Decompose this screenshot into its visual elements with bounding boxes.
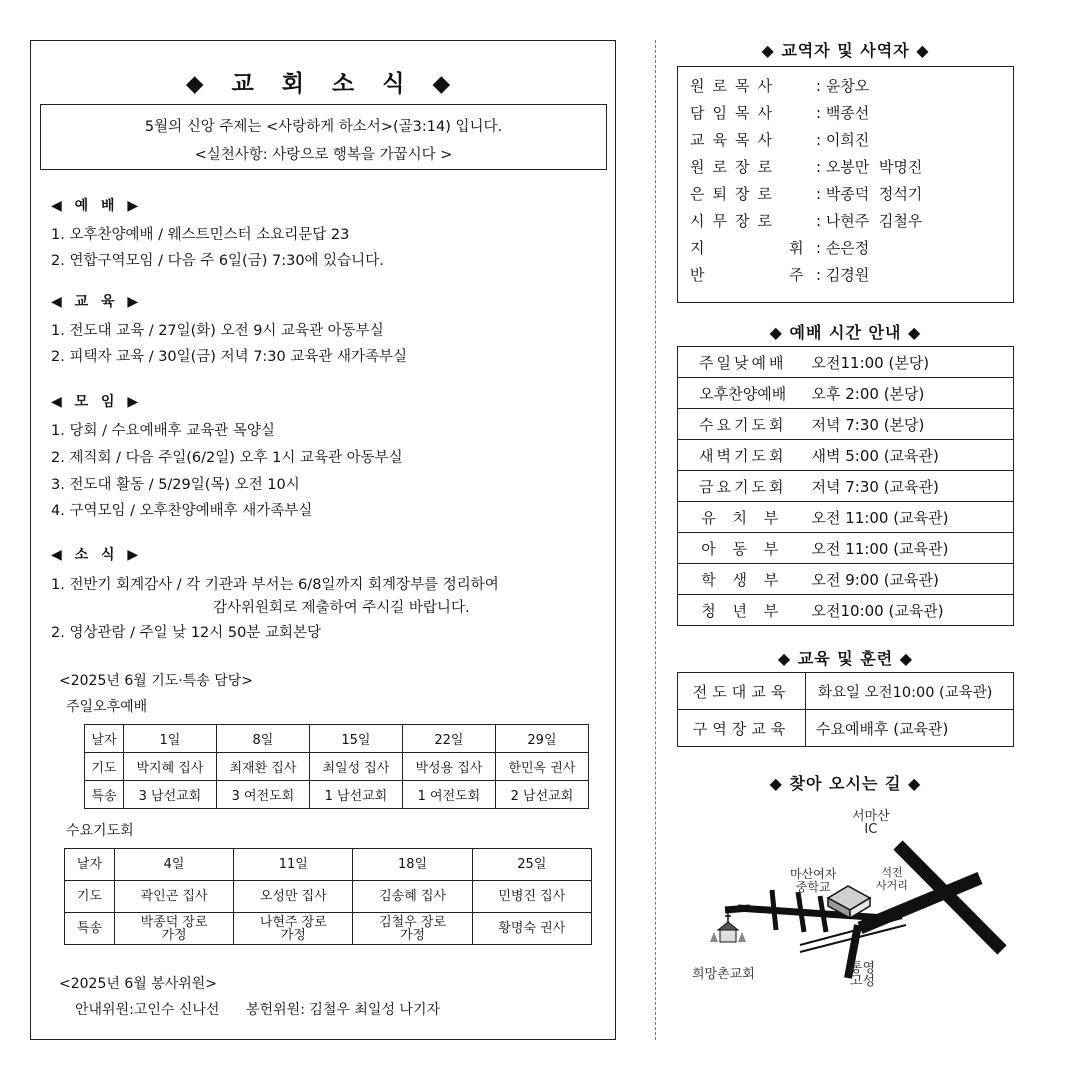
sunday-schedule-table: [84, 724, 589, 809]
table-row: [678, 564, 1014, 595]
service-times-table: [677, 346, 1014, 626]
service-time: 새벽 5:00 (교육관): [808, 440, 1014, 471]
service-name: 아 동 부: [678, 533, 808, 564]
local-road: [725, 908, 750, 910]
staff-role: 원로목사: [690, 77, 780, 95]
table-cell: 최재환 집사: [216, 753, 309, 781]
map-label-line: 중학교: [795, 880, 831, 894]
education-item: 1. 전도대 교육 / 27일(화) 오전 9시 교육관 아동부실: [51, 323, 384, 339]
service-name: 청 년 부: [678, 595, 808, 626]
table-cell: 4일: [114, 849, 233, 881]
news-heading: ◀ 소 식 ▶: [51, 547, 143, 563]
staff-row: [690, 75, 1013, 102]
staff-row: [690, 264, 1013, 291]
staff-name: : 나현주 김철우: [816, 212, 923, 230]
education-item: 2. 피택자 교육 / 30일(금) 저녁 7:30 교육관 새가족부실: [51, 349, 408, 365]
news-item-continued: 감사위원회로 제출하여 주시길 바랍니다.: [213, 600, 470, 616]
meeting-item: 1. 당회 / 수요예배후 교육관 목양실: [51, 423, 275, 439]
table-row: [65, 849, 592, 881]
theme-line-2: <실천사항: 사랑으로 행복을 가꿉시다 >: [194, 147, 453, 163]
map-label-school: [790, 868, 836, 894]
table-cell: 날자: [85, 725, 124, 753]
service-name: 유 치 부: [678, 502, 808, 533]
table-cell: [114, 913, 233, 945]
table-cell: 박성용 집사: [402, 753, 495, 781]
service-time: 오후 2:00 (본당): [808, 378, 1014, 409]
table-cell: 기도: [65, 881, 115, 913]
staff-name: : 오봉만 박명진: [816, 158, 923, 176]
table-cell: 3 남선교회: [123, 781, 216, 809]
staff-name: : 이희진: [816, 131, 870, 149]
staff-row: [690, 156, 1013, 183]
staff-name: : 손은정: [816, 239, 870, 257]
service-name: 학 생 부: [678, 564, 808, 595]
map-label-line: 통영: [850, 961, 876, 976]
training-time: 수요예배후 (교육관): [806, 710, 1014, 747]
education-training-table: [677, 672, 1014, 747]
table-row: [65, 881, 592, 913]
service-time: 오전 11:00 (교육관): [808, 502, 1014, 533]
training-time: 화요일 오전10:00 (교육관): [806, 673, 1014, 710]
staff-role: 시무장로: [690, 212, 780, 230]
road-tick: [820, 896, 826, 932]
table-row: [678, 533, 1014, 564]
cell-line: 나현주 장로: [259, 914, 327, 930]
table-row: [678, 409, 1014, 440]
cell-line: 가정: [280, 927, 306, 943]
map-label-line: 서마산: [852, 809, 890, 824]
table-cell: [353, 913, 472, 945]
service-time: 오전11:00 (본당): [808, 347, 1014, 378]
church-news-panel: [30, 40, 616, 1040]
meeting-item: 3. 전도대 활동 / 5/29일(목) 오전 10시: [51, 477, 300, 493]
table-cell: 11일: [234, 849, 353, 881]
table-row: [678, 440, 1014, 471]
table-row: [678, 347, 1014, 378]
theme-line-1: 5월의 신앙 주제는 <사랑하게 하소서>(골3:14) 입니다.: [144, 119, 503, 135]
table-cell: 곽인곤 집사: [114, 881, 233, 913]
service-time: 저녁 7:30 (본당): [808, 409, 1014, 440]
sunday-service-caption: 주일오후예배: [66, 699, 148, 715]
table-row: [678, 595, 1014, 626]
table-row: [678, 673, 1014, 710]
map-label-church: 희망촌교회: [692, 967, 755, 982]
table-row: [85, 725, 589, 753]
directions-title: ◆ 찾아 오시는 길 ◆: [769, 774, 922, 793]
staff-role: 반 주: [690, 266, 812, 284]
table-row: [85, 781, 589, 809]
staff-role: 담임목사: [690, 104, 780, 122]
table-cell: 박지혜 집사: [123, 753, 216, 781]
table-cell: 25일: [472, 849, 591, 881]
table-cell: 1 남선교회: [309, 781, 402, 809]
table-cell: 2 남선교회: [495, 781, 588, 809]
news-title: ◆ 교 회 소 식 ◆: [185, 71, 461, 97]
map-label-line: 고성: [850, 974, 876, 989]
table-cell: 8일: [216, 725, 309, 753]
education-training-title: ◆ 교육 및 훈련 ◆: [777, 649, 914, 668]
staff-role: 지 휘: [690, 239, 812, 257]
education-heading: ◀ 교 육 ▶: [51, 294, 143, 310]
service-name: 수요기도회: [678, 409, 808, 440]
staff-row: [690, 237, 1013, 264]
road-tick: [772, 890, 776, 930]
table-cell: 1 여전도회: [402, 781, 495, 809]
table-cell: 기도: [85, 753, 124, 781]
table-cell: 29일: [495, 725, 588, 753]
service-name: 주일낮예배: [678, 347, 808, 378]
service-name: 금요기도회: [678, 471, 808, 502]
training-name: 구역장교육: [678, 710, 806, 747]
meeting-item: 4. 구역모임 / 오후찬양예배후 새가족부실: [51, 503, 313, 519]
service-name: 새벽기도회: [678, 440, 808, 471]
table-cell: [234, 913, 353, 945]
column-divider: [655, 40, 656, 1040]
map-label-ic: [852, 810, 890, 836]
table-row: [678, 502, 1014, 533]
monthly-theme-box: [40, 104, 607, 170]
staff-row: [690, 102, 1013, 129]
meetings-heading: ◀ 모 임 ▶: [51, 394, 143, 410]
table-cell: 특송: [65, 913, 115, 945]
cell-line: 김철우 장로: [379, 914, 447, 930]
table-cell: [472, 913, 591, 945]
cell-line: 황명숙 권사: [498, 921, 566, 936]
news-item: 1. 전반기 회계감사 / 각 기관과 부서는 6/8일까지 회계장부를 정리하여: [51, 577, 499, 593]
table-row: [85, 753, 589, 781]
service-name: 오후찬양예배: [678, 378, 808, 409]
worship-heading: ◀ 예 배 ▶: [51, 198, 143, 214]
map-label-line: 석전: [881, 866, 903, 879]
staff-name: : 김경원: [816, 266, 870, 284]
staff-box: [677, 66, 1014, 303]
table-cell: 22일: [402, 725, 495, 753]
table-cell: 3 여전도회: [216, 781, 309, 809]
table-row: [678, 471, 1014, 502]
cell-line: 가정: [161, 927, 187, 943]
table-row: [678, 378, 1014, 409]
staff-name: : 윤창오: [816, 77, 870, 95]
table-cell: 15일: [309, 725, 402, 753]
table-cell: 민병진 집사: [472, 881, 591, 913]
meeting-item: 2. 제직회 / 다음 주일(6/2일) 오후 1시 교육관 아동부실: [51, 450, 403, 466]
wednesday-caption: 수요기도회: [66, 823, 134, 839]
service-time: 오전10:00 (교육관): [808, 595, 1014, 626]
news-item: 2. 영상관람 / 주일 낮 12시 50분 교회본당: [51, 625, 321, 641]
map-label-line: 마산여자: [790, 867, 837, 881]
table-row: [678, 710, 1014, 747]
map-label-south: [850, 962, 875, 988]
volunteer-line: 안내위원:고인수 신나선 봉헌위원: 김철우 최일성 나기자: [75, 1002, 440, 1018]
staff-role: 은퇴장로: [690, 185, 780, 203]
service-time: 오전 9:00 (교육관): [808, 564, 1014, 595]
staff-role: 교육목사: [690, 131, 780, 149]
table-cell: 1일: [123, 725, 216, 753]
staff-row: [690, 129, 1013, 156]
map-label-line: IC: [864, 822, 878, 837]
table-cell: 날자: [65, 849, 115, 881]
map-label-crossroad: [876, 866, 908, 892]
map-label-line: 사거리: [876, 879, 908, 892]
table-cell: 김송혜 집사: [353, 881, 472, 913]
service-time: 오전 11:00 (교육관): [808, 533, 1014, 564]
worship-item: 1. 오후찬양예배 / 웨스트민스터 소요리문답 23: [51, 227, 350, 243]
staff-row: [690, 210, 1013, 237]
staff-name: : 박종덕 정석기: [816, 185, 923, 203]
staff-title: ◆ 교역자 및 사역자 ◆: [761, 41, 930, 60]
volunteer-caption: <2025년 6월 봉사위원>: [59, 976, 218, 992]
wednesday-schedule-table: [64, 848, 592, 945]
table-row: [65, 913, 592, 945]
table-cell: 특송: [85, 781, 124, 809]
cell-line: 가정: [400, 927, 426, 943]
worship-item: 2. 연합구역모임 / 다음 주 6일(금) 7:30에 있습니다.: [51, 253, 384, 269]
cell-line: 박종덕 장로: [140, 914, 208, 930]
location-map: [680, 800, 1010, 1000]
table-cell: 18일: [353, 849, 472, 881]
table-cell: 한민옥 권사: [495, 753, 588, 781]
church-icon: [710, 912, 746, 942]
table-cell: 최일성 집사: [309, 753, 402, 781]
training-name: 전도대교육: [678, 673, 806, 710]
prayer-schedule-caption: <2025년 6월 기도·특송 담당>: [59, 673, 253, 689]
staff-role: 원로장로: [690, 158, 780, 176]
staff-row: [690, 183, 1013, 210]
road-tick: [798, 892, 804, 932]
table-cell: 오성만 집사: [234, 881, 353, 913]
service-title: ◆ 예배 시간 안내 ◆: [769, 323, 922, 342]
service-time: 저녁 7:30 (교육관): [808, 471, 1014, 502]
staff-name: : 백종선: [816, 104, 870, 122]
